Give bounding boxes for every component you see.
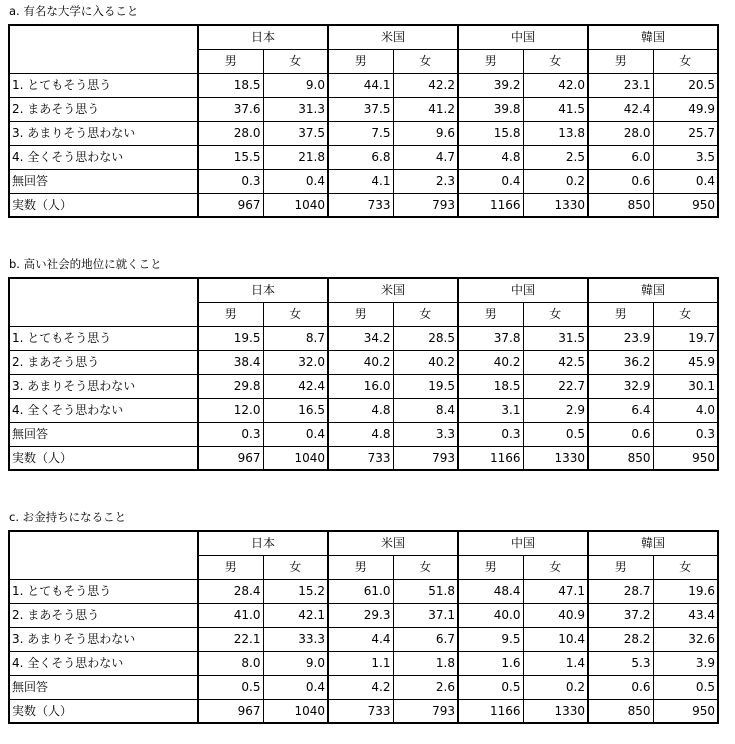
value-cell: 1166 [458, 446, 523, 470]
row-label: 1. とてもそう思う [9, 579, 198, 603]
value-cell: 22.1 [198, 627, 263, 651]
row-label: 無回答 [9, 675, 198, 699]
header-row-country [9, 25, 718, 49]
value-cell: 967 [198, 446, 263, 470]
country-header: 米国 [328, 25, 458, 49]
value-cell: 40.2 [458, 350, 523, 374]
section-title: a. 有名な大学に入ること [9, 4, 139, 18]
value-cell: 3.9 [653, 651, 718, 675]
value-cell: 4.0 [653, 398, 718, 422]
value-cell: 9.0 [263, 651, 328, 675]
value-cell: 28.5 [393, 326, 458, 350]
value-cell: 1166 [458, 193, 523, 217]
value-cell: 32.9 [588, 374, 653, 398]
value-cell: 0.4 [263, 422, 328, 446]
gender-header: 男 [198, 302, 263, 326]
value-cell: 40.0 [458, 603, 523, 627]
row-label: 実数（人） [9, 193, 198, 217]
table-row [9, 121, 718, 145]
gender-header: 女 [523, 302, 588, 326]
value-cell: 40.2 [328, 350, 393, 374]
value-cell: 1330 [523, 446, 588, 470]
row-label: 4. 全くそう思わない [9, 145, 198, 169]
value-cell: 29.3 [328, 603, 393, 627]
table-section [0, 4, 735, 234]
section-title: c. お金持ちになること [9, 510, 127, 524]
row-label: 1. とてもそう思う [9, 326, 198, 350]
value-cell: 23.1 [588, 73, 653, 97]
value-cell: 1166 [458, 699, 523, 723]
country-header: 中国 [458, 531, 588, 555]
value-cell: 0.3 [653, 422, 718, 446]
value-cell: 0.6 [588, 422, 653, 446]
value-cell: 7.5 [328, 121, 393, 145]
row-label: 2. まあそう思う [9, 350, 198, 374]
row-label: 無回答 [9, 169, 198, 193]
table-row [9, 651, 718, 675]
row-label: 3. あまりそう思わない [9, 627, 198, 651]
country-header: 日本 [198, 278, 328, 302]
value-cell: 15.5 [198, 145, 263, 169]
value-cell: 4.4 [328, 627, 393, 651]
gender-header: 男 [198, 555, 263, 579]
survey-table [8, 277, 719, 471]
value-cell: 0.5 [458, 675, 523, 699]
gender-header: 男 [198, 49, 263, 73]
table-row [9, 422, 718, 446]
value-cell: 0.2 [523, 675, 588, 699]
value-cell: 733 [328, 699, 393, 723]
value-cell: 1330 [523, 193, 588, 217]
value-cell: 6.8 [328, 145, 393, 169]
value-cell: 733 [328, 193, 393, 217]
value-cell: 15.8 [458, 121, 523, 145]
header-corner-cell [9, 25, 198, 73]
value-cell: 44.1 [328, 73, 393, 97]
value-cell: 3.1 [458, 398, 523, 422]
gender-header: 女 [523, 49, 588, 73]
value-cell: 34.2 [328, 326, 393, 350]
value-cell: 6.7 [393, 627, 458, 651]
value-cell: 43.4 [653, 603, 718, 627]
value-cell: 21.8 [263, 145, 328, 169]
gender-header: 男 [328, 49, 393, 73]
table-row [9, 350, 718, 374]
value-cell: 850 [588, 193, 653, 217]
gender-header: 男 [458, 555, 523, 579]
value-cell: 8.0 [198, 651, 263, 675]
country-header: 米国 [328, 531, 458, 555]
country-header: 米国 [328, 278, 458, 302]
value-cell: 47.1 [523, 579, 588, 603]
value-cell: 2.3 [393, 169, 458, 193]
row-label: 1. とてもそう思う [9, 73, 198, 97]
value-cell: 950 [653, 193, 718, 217]
value-cell: 32.6 [653, 627, 718, 651]
value-cell: 0.5 [198, 675, 263, 699]
value-cell: 10.4 [523, 627, 588, 651]
country-header: 韓国 [588, 25, 718, 49]
value-cell: 1040 [263, 193, 328, 217]
value-cell: 3.5 [653, 145, 718, 169]
value-cell: 48.4 [458, 579, 523, 603]
value-cell: 29.8 [198, 374, 263, 398]
value-cell: 2.9 [523, 398, 588, 422]
table-row [9, 579, 718, 603]
value-cell: 4.1 [328, 169, 393, 193]
value-cell: 9.5 [458, 627, 523, 651]
gender-header: 男 [458, 302, 523, 326]
value-cell: 3.3 [393, 422, 458, 446]
section-title: b. 高い社会的地位に就くこと [9, 257, 162, 271]
table-row [9, 603, 718, 627]
value-cell: 1040 [263, 446, 328, 470]
value-cell: 0.4 [653, 169, 718, 193]
value-cell: 0.4 [263, 169, 328, 193]
value-cell: 950 [653, 699, 718, 723]
value-cell: 8.4 [393, 398, 458, 422]
value-cell: 38.4 [198, 350, 263, 374]
value-cell: 42.1 [263, 603, 328, 627]
value-cell: 0.3 [198, 169, 263, 193]
value-cell: 41.5 [523, 97, 588, 121]
table-row [9, 627, 718, 651]
value-cell: 45.9 [653, 350, 718, 374]
value-cell: 42.4 [588, 97, 653, 121]
table-row [9, 169, 718, 193]
value-cell: 1.6 [458, 651, 523, 675]
gender-header: 女 [653, 302, 718, 326]
value-cell: 28.0 [198, 121, 263, 145]
table-row [9, 699, 718, 723]
value-cell: 40.2 [393, 350, 458, 374]
value-cell: 32.0 [263, 350, 328, 374]
value-cell: 28.2 [588, 627, 653, 651]
value-cell: 37.6 [198, 97, 263, 121]
value-cell: 12.0 [198, 398, 263, 422]
value-cell: 42.5 [523, 350, 588, 374]
value-cell: 9.0 [263, 73, 328, 97]
value-cell: 0.5 [653, 675, 718, 699]
value-cell: 850 [588, 446, 653, 470]
gender-header: 男 [588, 555, 653, 579]
value-cell: 37.8 [458, 326, 523, 350]
value-cell: 37.2 [588, 603, 653, 627]
value-cell: 793 [393, 446, 458, 470]
value-cell: 16.5 [263, 398, 328, 422]
row-label: 4. 全くそう思わない [9, 398, 198, 422]
header-corner-cell [9, 278, 198, 326]
table-section [0, 257, 735, 487]
value-cell: 61.0 [328, 579, 393, 603]
gender-header: 男 [328, 302, 393, 326]
value-cell: 16.0 [328, 374, 393, 398]
row-label: 3. あまりそう思わない [9, 121, 198, 145]
value-cell: 49.9 [653, 97, 718, 121]
table-row [9, 446, 718, 470]
value-cell: 733 [328, 446, 393, 470]
value-cell: 850 [588, 699, 653, 723]
value-cell: 8.7 [263, 326, 328, 350]
country-header: 中国 [458, 278, 588, 302]
survey-table [8, 24, 719, 218]
value-cell: 0.2 [523, 169, 588, 193]
row-label: 無回答 [9, 422, 198, 446]
value-cell: 0.5 [523, 422, 588, 446]
value-cell: 793 [393, 193, 458, 217]
header-row-country [9, 531, 718, 555]
value-cell: 40.9 [523, 603, 588, 627]
value-cell: 19.5 [393, 374, 458, 398]
value-cell: 37.5 [263, 121, 328, 145]
value-cell: 4.8 [328, 398, 393, 422]
gender-header: 女 [263, 302, 328, 326]
value-cell: 42.2 [393, 73, 458, 97]
value-cell: 6.0 [588, 145, 653, 169]
table-section [0, 510, 735, 740]
gender-header: 女 [653, 49, 718, 73]
value-cell: 33.3 [263, 627, 328, 651]
table-row [9, 326, 718, 350]
value-cell: 15.2 [263, 579, 328, 603]
value-cell: 0.3 [198, 422, 263, 446]
value-cell: 28.7 [588, 579, 653, 603]
header-row-country [9, 278, 718, 302]
value-cell: 4.2 [328, 675, 393, 699]
row-label: 4. 全くそう思わない [9, 651, 198, 675]
gender-header: 男 [458, 49, 523, 73]
value-cell: 0.6 [588, 675, 653, 699]
value-cell: 1.8 [393, 651, 458, 675]
survey-table [8, 530, 719, 724]
gender-header: 女 [523, 555, 588, 579]
value-cell: 36.2 [588, 350, 653, 374]
value-cell: 25.7 [653, 121, 718, 145]
value-cell: 42.4 [263, 374, 328, 398]
value-cell: 4.7 [393, 145, 458, 169]
value-cell: 28.4 [198, 579, 263, 603]
value-cell: 31.5 [523, 326, 588, 350]
value-cell: 9.6 [393, 121, 458, 145]
header-corner-cell [9, 531, 198, 579]
value-cell: 42.0 [523, 73, 588, 97]
value-cell: 19.5 [198, 326, 263, 350]
row-label: 実数（人） [9, 446, 198, 470]
gender-header: 女 [393, 49, 458, 73]
gender-header: 女 [653, 555, 718, 579]
value-cell: 31.3 [263, 97, 328, 121]
value-cell: 0.6 [588, 169, 653, 193]
country-header: 日本 [198, 531, 328, 555]
table-row [9, 374, 718, 398]
row-label: 3. あまりそう思わない [9, 374, 198, 398]
row-label: 2. まあそう思う [9, 603, 198, 627]
table-row [9, 145, 718, 169]
table-row [9, 398, 718, 422]
gender-header: 女 [393, 302, 458, 326]
value-cell: 0.4 [263, 675, 328, 699]
value-cell: 5.3 [588, 651, 653, 675]
row-label: 2. まあそう思う [9, 97, 198, 121]
country-header: 韓国 [588, 278, 718, 302]
value-cell: 19.6 [653, 579, 718, 603]
value-cell: 30.1 [653, 374, 718, 398]
value-cell: 18.5 [198, 73, 263, 97]
value-cell: 51.8 [393, 579, 458, 603]
value-cell: 0.4 [458, 169, 523, 193]
value-cell: 18.5 [458, 374, 523, 398]
value-cell: 0.3 [458, 422, 523, 446]
value-cell: 39.2 [458, 73, 523, 97]
table-row [9, 97, 718, 121]
value-cell: 37.5 [328, 97, 393, 121]
value-cell: 1.1 [328, 651, 393, 675]
row-label: 実数（人） [9, 699, 198, 723]
value-cell: 41.2 [393, 97, 458, 121]
value-cell: 22.7 [523, 374, 588, 398]
value-cell: 1040 [263, 699, 328, 723]
value-cell: 1330 [523, 699, 588, 723]
value-cell: 20.5 [653, 73, 718, 97]
table-row [9, 675, 718, 699]
value-cell: 967 [198, 193, 263, 217]
gender-header: 男 [328, 555, 393, 579]
value-cell: 39.8 [458, 97, 523, 121]
value-cell: 2.5 [523, 145, 588, 169]
value-cell: 23.9 [588, 326, 653, 350]
value-cell: 950 [653, 446, 718, 470]
value-cell: 13.8 [523, 121, 588, 145]
gender-header: 女 [393, 555, 458, 579]
value-cell: 2.6 [393, 675, 458, 699]
table-row [9, 193, 718, 217]
value-cell: 793 [393, 699, 458, 723]
value-cell: 41.0 [198, 603, 263, 627]
gender-header: 男 [588, 302, 653, 326]
value-cell: 4.8 [328, 422, 393, 446]
value-cell: 19.7 [653, 326, 718, 350]
gender-header: 女 [263, 49, 328, 73]
table-row [9, 73, 718, 97]
value-cell: 4.8 [458, 145, 523, 169]
country-header: 中国 [458, 25, 588, 49]
value-cell: 1.4 [523, 651, 588, 675]
gender-header: 男 [588, 49, 653, 73]
value-cell: 967 [198, 699, 263, 723]
gender-header: 女 [263, 555, 328, 579]
value-cell: 28.0 [588, 121, 653, 145]
country-header: 韓国 [588, 531, 718, 555]
country-header: 日本 [198, 25, 328, 49]
value-cell: 6.4 [588, 398, 653, 422]
value-cell: 37.1 [393, 603, 458, 627]
